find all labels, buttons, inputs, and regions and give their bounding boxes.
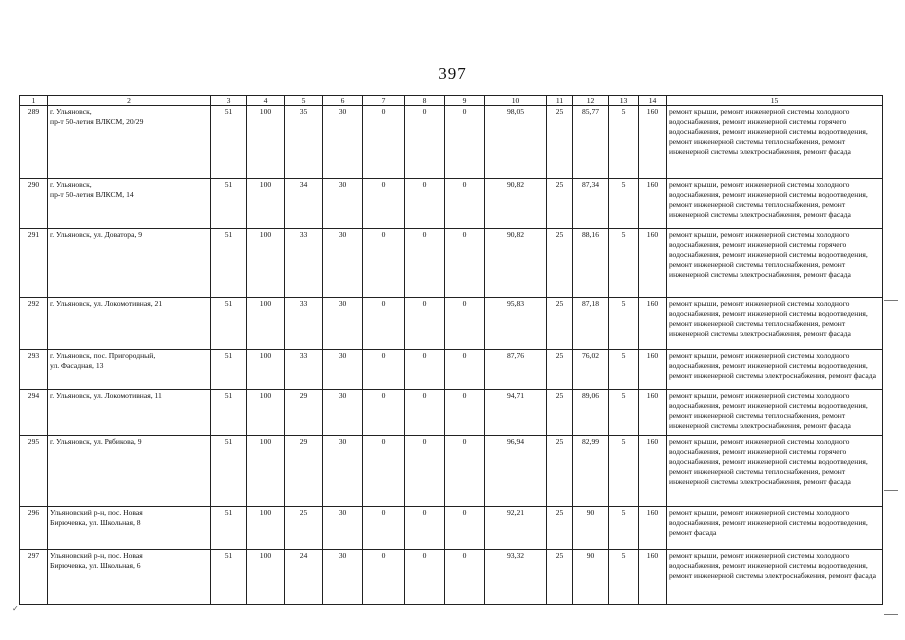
value-cell: 24 bbox=[285, 550, 323, 605]
row-number-cell: 289 bbox=[20, 106, 48, 179]
value-cell: 0 bbox=[363, 179, 405, 229]
value-cell: 90 bbox=[573, 507, 609, 550]
value-cell: 89,06 bbox=[573, 390, 609, 436]
value-cell: 100 bbox=[247, 298, 285, 350]
value-cell: 160 bbox=[639, 436, 667, 507]
value-cell: 51 bbox=[211, 229, 247, 298]
value-cell: 0 bbox=[405, 436, 445, 507]
value-cell: 0 bbox=[445, 350, 485, 390]
scan-artifact-line bbox=[884, 490, 898, 491]
value-cell: 0 bbox=[363, 229, 405, 298]
works-list-cell: ремонт крыши, ремонт инженерной системы холодного водоснабжения, ремонт инженерной системы водоотведения, ремонт инженерной системы теплоснабжения, ремонт инженерной системы электроснабжения, ремонт фасада bbox=[667, 298, 883, 350]
page-number: 397 bbox=[438, 64, 467, 83]
value-cell: 29 bbox=[285, 390, 323, 436]
value-cell: 30 bbox=[323, 507, 363, 550]
value-cell: 5 bbox=[609, 507, 639, 550]
value-cell: 0 bbox=[405, 390, 445, 436]
value-cell: 100 bbox=[247, 436, 285, 507]
value-cell: 160 bbox=[639, 229, 667, 298]
row-number-cell: 294 bbox=[20, 390, 48, 436]
address-cell: г. Ульяновск, ул. Рябикова, 9 bbox=[48, 436, 211, 507]
works-list-cell: ремонт крыши, ремонт инженерной системы холодного водоснабжения, ремонт инженерной системы горячего водоснабжения, ремонт инженерной системы водоотведения, ремонт инженерной системы теплоснабжения, ремонт инженерной системы электроснабжения, ремонт фасада bbox=[667, 106, 883, 179]
value-cell: 0 bbox=[405, 229, 445, 298]
table-row bbox=[20, 350, 883, 390]
value-cell: 51 bbox=[211, 106, 247, 179]
column-header: 1 bbox=[20, 96, 48, 106]
column-header: 9 bbox=[445, 96, 485, 106]
table-row bbox=[20, 106, 883, 179]
value-cell: 95,83 bbox=[485, 298, 547, 350]
value-cell: 5 bbox=[609, 298, 639, 350]
value-cell: 25 bbox=[285, 507, 323, 550]
value-cell: 5 bbox=[609, 179, 639, 229]
value-cell: 51 bbox=[211, 550, 247, 605]
row-number-cell: 290 bbox=[20, 179, 48, 229]
value-cell: 92,21 bbox=[485, 507, 547, 550]
value-cell: 25 bbox=[547, 179, 573, 229]
value-cell: 30 bbox=[323, 298, 363, 350]
value-cell: 33 bbox=[285, 229, 323, 298]
value-cell: 87,18 bbox=[573, 298, 609, 350]
value-cell: 160 bbox=[639, 106, 667, 179]
value-cell: 0 bbox=[445, 550, 485, 605]
value-cell: 25 bbox=[547, 106, 573, 179]
value-cell: 96,94 bbox=[485, 436, 547, 507]
value-cell: 160 bbox=[639, 390, 667, 436]
scan-artifact-line bbox=[884, 300, 898, 301]
value-cell: 25 bbox=[547, 229, 573, 298]
column-header: 15 bbox=[667, 96, 883, 106]
value-cell: 76,02 bbox=[573, 350, 609, 390]
works-list-cell: ремонт крыши, ремонт инженерной системы холодного водоснабжения, ремонт инженерной системы водоотведения, ремонт фасада bbox=[667, 507, 883, 550]
value-cell: 30 bbox=[323, 436, 363, 507]
value-cell: 100 bbox=[247, 179, 285, 229]
value-cell: 90 bbox=[573, 550, 609, 605]
address-cell: Ульяновский р-н, пос. Новая Бирючевка, ул. Школьная, 6 bbox=[48, 550, 211, 605]
value-cell: 87,76 bbox=[485, 350, 547, 390]
value-cell: 25 bbox=[547, 390, 573, 436]
value-cell: 0 bbox=[405, 298, 445, 350]
scan-artifact-line bbox=[884, 614, 898, 615]
column-header: 12 bbox=[573, 96, 609, 106]
column-header: 8 bbox=[405, 96, 445, 106]
value-cell: 0 bbox=[363, 106, 405, 179]
column-header: 6 bbox=[323, 96, 363, 106]
repair-register-table bbox=[19, 95, 883, 605]
row-number-cell: 291 bbox=[20, 229, 48, 298]
row-number-cell: 295 bbox=[20, 436, 48, 507]
works-list-cell: ремонт крыши, ремонт инженерной системы холодного водоснабжения, ремонт инженерной системы водоотведения, ремонт инженерной системы электроснабжения, ремонт фасада bbox=[667, 350, 883, 390]
value-cell: 25 bbox=[547, 550, 573, 605]
value-cell: 5 bbox=[609, 436, 639, 507]
value-cell: 30 bbox=[323, 179, 363, 229]
value-cell: 51 bbox=[211, 179, 247, 229]
row-number-cell: 293 bbox=[20, 350, 48, 390]
value-cell: 82,99 bbox=[573, 436, 609, 507]
value-cell: 88,16 bbox=[573, 229, 609, 298]
value-cell: 25 bbox=[547, 436, 573, 507]
value-cell: 0 bbox=[363, 507, 405, 550]
works-list-cell: ремонт крыши, ремонт инженерной системы холодного водоснабжения, ремонт инженерной системы водоотведения, ремонт инженерной системы теплоснабжения, ремонт инженерной системы электроснабжения, ремонт фасада bbox=[667, 390, 883, 436]
value-cell: 0 bbox=[445, 298, 485, 350]
value-cell: 90,82 bbox=[485, 179, 547, 229]
value-cell: 30 bbox=[323, 550, 363, 605]
value-cell: 25 bbox=[547, 507, 573, 550]
row-number-cell: 297 bbox=[20, 550, 48, 605]
column-header: 3 bbox=[211, 96, 247, 106]
value-cell: 25 bbox=[547, 350, 573, 390]
value-cell: 98,05 bbox=[485, 106, 547, 179]
value-cell: 30 bbox=[323, 106, 363, 179]
table-row bbox=[20, 179, 883, 229]
value-cell: 100 bbox=[247, 390, 285, 436]
value-cell: 5 bbox=[609, 229, 639, 298]
address-cell: Ульяновский р-н, пос. Новая Бирючевка, ул. Школьная, 8 bbox=[48, 507, 211, 550]
value-cell: 51 bbox=[211, 507, 247, 550]
value-cell: 29 bbox=[285, 436, 323, 507]
value-cell: 51 bbox=[211, 436, 247, 507]
value-cell: 0 bbox=[363, 390, 405, 436]
scan-mark: ✓ bbox=[12, 604, 19, 613]
value-cell: 85,77 bbox=[573, 106, 609, 179]
address-cell: г. Ульяновск, ул. Локомотивная, 21 bbox=[48, 298, 211, 350]
value-cell: 5 bbox=[609, 350, 639, 390]
value-cell: 160 bbox=[639, 298, 667, 350]
value-cell: 93,32 bbox=[485, 550, 547, 605]
value-cell: 51 bbox=[211, 390, 247, 436]
column-header: 10 bbox=[485, 96, 547, 106]
table-row bbox=[20, 436, 883, 507]
address-cell: г. Ульяновск, пр-т 50-летия ВЛКСМ, 14 bbox=[48, 179, 211, 229]
value-cell: 160 bbox=[639, 550, 667, 605]
value-cell: 0 bbox=[445, 106, 485, 179]
column-number-row bbox=[20, 96, 883, 106]
value-cell: 30 bbox=[323, 390, 363, 436]
value-cell: 33 bbox=[285, 350, 323, 390]
value-cell: 100 bbox=[247, 507, 285, 550]
table-row bbox=[20, 507, 883, 550]
value-cell: 100 bbox=[247, 229, 285, 298]
column-header: 11 bbox=[547, 96, 573, 106]
value-cell: 0 bbox=[363, 550, 405, 605]
value-cell: 51 bbox=[211, 350, 247, 390]
value-cell: 90,82 bbox=[485, 229, 547, 298]
value-cell: 94,71 bbox=[485, 390, 547, 436]
row-number-cell: 292 bbox=[20, 298, 48, 350]
column-header: 7 bbox=[363, 96, 405, 106]
works-list-cell: ремонт крыши, ремонт инженерной системы холодного водоснабжения, ремонт инженерной системы горячего водоснабжения, ремонт инженерной системы водоотведения, ремонт инженерной системы теплоснабжения, ремонт инженерной системы электроснабжения, ремонт фасада bbox=[667, 436, 883, 507]
address-cell: г. Ульяновск, пос. Пригородный, ул. Фасадная, 13 bbox=[48, 350, 211, 390]
value-cell: 33 bbox=[285, 298, 323, 350]
value-cell: 30 bbox=[323, 350, 363, 390]
value-cell: 0 bbox=[445, 229, 485, 298]
value-cell: 100 bbox=[247, 350, 285, 390]
address-cell: г. Ульяновск, ул. Локомотивная, 11 bbox=[48, 390, 211, 436]
column-header: 2 bbox=[48, 96, 211, 106]
works-list-cell: ремонт крыши, ремонт инженерной системы холодного водоснабжения, ремонт инженерной системы горячего водоснабжения, ремонт инженерной системы водоотведения, ремонт инженерной системы теплоснабжения, ремонт инженерной системы электроснабжения, ремонт фасада bbox=[667, 229, 883, 298]
column-header: 13 bbox=[609, 96, 639, 106]
address-cell: г. Ульяновск, ул. Доватора, 9 bbox=[48, 229, 211, 298]
value-cell: 51 bbox=[211, 298, 247, 350]
column-header: 4 bbox=[247, 96, 285, 106]
value-cell: 0 bbox=[363, 350, 405, 390]
value-cell: 0 bbox=[405, 550, 445, 605]
table-row bbox=[20, 550, 883, 605]
value-cell: 160 bbox=[639, 507, 667, 550]
value-cell: 100 bbox=[247, 550, 285, 605]
value-cell: 0 bbox=[405, 507, 445, 550]
value-cell: 5 bbox=[609, 106, 639, 179]
value-cell: 0 bbox=[445, 436, 485, 507]
value-cell: 30 bbox=[323, 229, 363, 298]
column-header: 5 bbox=[285, 96, 323, 106]
address-cell: г. Ульяновск, пр-т 50-летия ВЛКСМ, 20/29 bbox=[48, 106, 211, 179]
value-cell: 0 bbox=[405, 350, 445, 390]
value-cell: 5 bbox=[609, 390, 639, 436]
row-number-cell: 296 bbox=[20, 507, 48, 550]
value-cell: 0 bbox=[405, 106, 445, 179]
value-cell: 0 bbox=[445, 179, 485, 229]
value-cell: 87,34 bbox=[573, 179, 609, 229]
value-cell: 0 bbox=[363, 298, 405, 350]
value-cell: 160 bbox=[639, 179, 667, 229]
column-header: 14 bbox=[639, 96, 667, 106]
value-cell: 160 bbox=[639, 350, 667, 390]
value-cell: 34 bbox=[285, 179, 323, 229]
works-list-cell: ремонт крыши, ремонт инженерной системы холодного водоснабжения, ремонт инженерной системы водоотведения, ремонт инженерной системы теплоснабжения, ремонт инженерной системы электроснабжения, ремонт фасада bbox=[667, 179, 883, 229]
table-row bbox=[20, 298, 883, 350]
value-cell: 0 bbox=[405, 179, 445, 229]
value-cell: 100 bbox=[247, 106, 285, 179]
value-cell: 35 bbox=[285, 106, 323, 179]
table-row bbox=[20, 229, 883, 298]
value-cell: 5 bbox=[609, 550, 639, 605]
value-cell: 0 bbox=[445, 507, 485, 550]
value-cell: 0 bbox=[445, 390, 485, 436]
works-list-cell: ремонт крыши, ремонт инженерной системы холодного водоснабжения, ремонт инженерной системы водоотведения, ремонт инженерной системы электроснабжения, ремонт фасада bbox=[667, 550, 883, 605]
table-row bbox=[20, 390, 883, 436]
value-cell: 0 bbox=[363, 436, 405, 507]
value-cell: 25 bbox=[547, 298, 573, 350]
